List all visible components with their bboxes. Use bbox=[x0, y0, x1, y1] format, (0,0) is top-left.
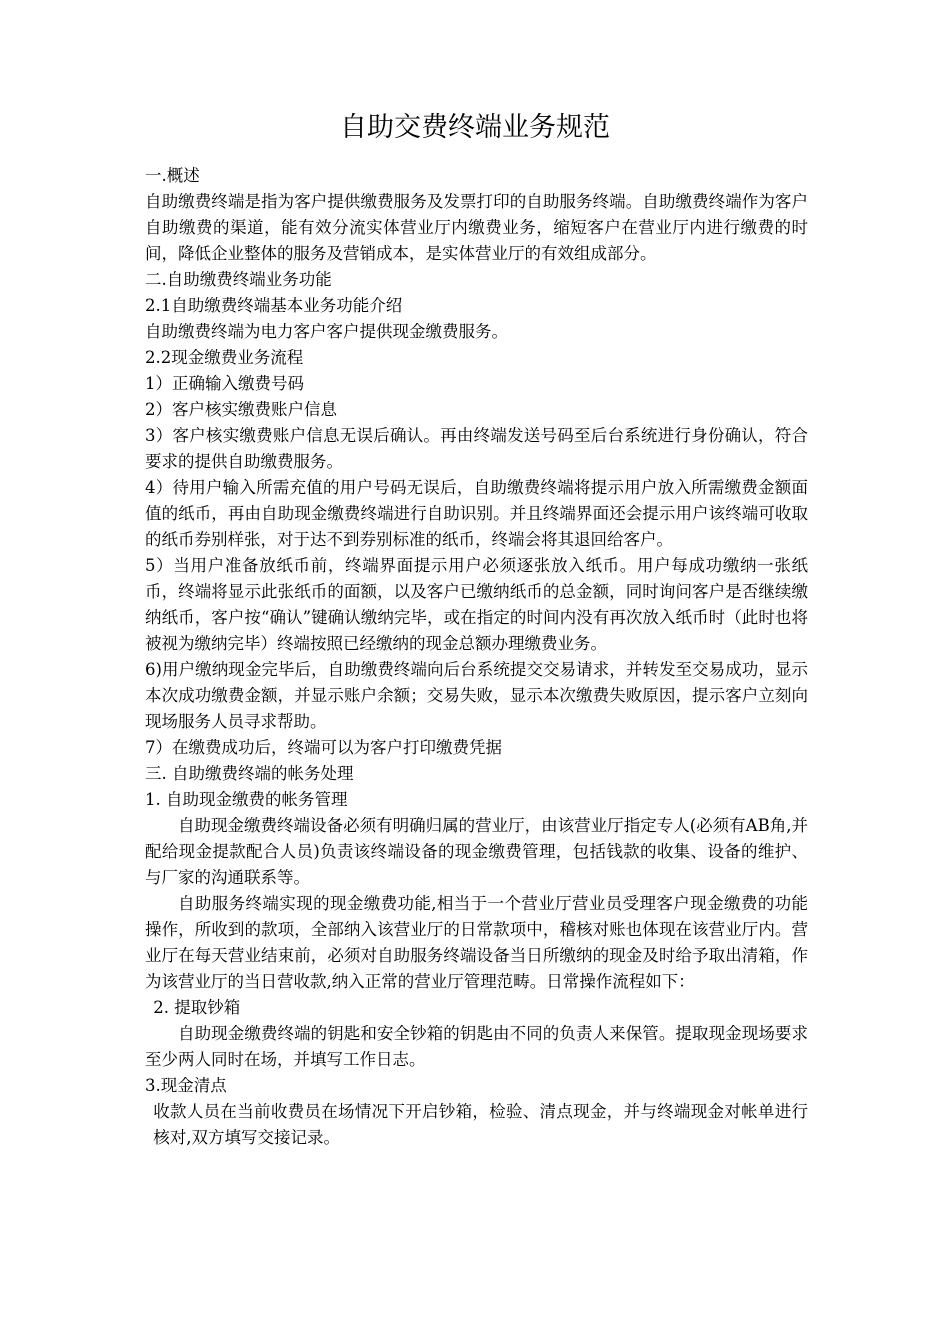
subsection-heading-2-2: 2.2现金缴费业务流程 bbox=[145, 348, 304, 367]
list-item-step-1: 1）正确输入缴费号码 bbox=[145, 374, 304, 393]
paragraph-3-2: 自助现金缴费终端的钥匙和安全钞箱的钥匙由不同的负责人来保管。提取现金现场要求至少两人同时在场，并填写工作日志。 bbox=[145, 1024, 808, 1069]
list-item-step-2: 2）客户核实缴费账户信息 bbox=[145, 400, 337, 419]
paragraph-3-3: 收款人员在当前收费员在场情况下开启钞箱，检验、清点现金，并与终端现金对帐单进行核对,双方填写交接记录。 bbox=[153, 1102, 808, 1147]
paragraph-3-1-a: 自助现金缴费终端设备必须有明确归属的营业厅，由该营业厅指定专人(必须有AB角,并配给现金提款配合人员)负责该终端设备的现金缴费管理，包括钱款的收集、设备的维护、与厂家的沟通联系等。 bbox=[145, 816, 808, 887]
section-heading-accounting: 三. 自助缴费终端的帐务处理 bbox=[145, 764, 354, 783]
list-item-step-4: 4）待用户输入所需充值的用户号码无误后，自助缴费终端将提示用户放入所需缴费金额面值的纸币，再由自助现金缴费终端进行自助识别。并且终端界面还会提示用户该终端可收取的纸币券别样张，对于达不到券别标准的纸币，终端会将其退回给客户。 bbox=[145, 478, 808, 549]
document-title: 自助交费终端业务规范 bbox=[340, 112, 610, 143]
paragraph-2-1: 自助缴费终端为电力客户客户提供现金缴费服务。 bbox=[145, 322, 508, 341]
subsection-heading-2-1: 2.1自助缴费终端基本业务功能介绍 bbox=[145, 296, 403, 315]
subsection-heading-3-1: 1. 自助现金缴费的帐务管理 bbox=[145, 790, 348, 809]
section-heading-functions: 二.自助缴费终端业务功能 bbox=[145, 270, 332, 289]
section-heading-overview: 一.概述 bbox=[145, 166, 200, 185]
paragraph-overview: 自助缴费终端是指为客户提供缴费服务及发票打印的自助服务终端。自助缴费终端作为客户自助缴费的渠道，能有效分流实体营业厅内缴费业务，缩短客户在营业厅内进行缴费的时间，降低企业整体的服务及营销成本，是实体营业厅的有效组成部分。 bbox=[145, 192, 808, 263]
list-item-step-3: 3）客户核实缴费账户信息无误后确认。再由终端发送号码至后台系统进行身份确认，符合要求的提供自助缴费服务。 bbox=[145, 426, 808, 471]
paragraph-3-1-b: 自助服务终端实现的现金缴费功能,相当于一个营业厅营业员受理客户现金缴费的功能操作，所收到的款项，全部纳入该营业厅的日常款项中，稽核对账也体现在该营业厅内。营业厅在每天营业结束前，必须对自助服务终端设备当日所缴纳的现金及时给予取出清箱，作为该营业厅的当日营收款,纳入正常的营业厅管理范畴。日常操作流程如下： bbox=[145, 894, 808, 991]
list-item-step-6: 6)用户缴纳现金完毕后，自助缴费终端向后台系统提交交易请求，并转发至交易成功，显示本次成功缴费金额，并显示账户余额；交易失败，显示本次缴费失败原因，提示客户立刻向现场服务人员寻求帮助。 bbox=[145, 660, 808, 731]
list-item-step-5: 5）当用户准备放纸币前，终端界面提示用户必须逐张放入纸币。用户每成功缴纳一张纸币，终端将显示此张纸币的面额，以及客户已缴纳纸币的总金额，同时询问客户是否继续缴纳纸币，客户按“确认”键确认缴纳完毕，或在指定的时间内没有再次放入纸币时（此时也将被视为缴纳完毕）终端按照已经缴纳的现金总额办理缴费业务。 bbox=[145, 556, 808, 653]
subsection-heading-3-3: 3.现金清点 bbox=[145, 1076, 227, 1095]
document-body bbox=[145, 163, 808, 1151]
list-item-step-7: 7）在缴费成功后，终端可以为客户打印缴费凭据 bbox=[145, 738, 502, 757]
subsection-heading-3-2: 2. 提取钞箱 bbox=[153, 998, 241, 1017]
